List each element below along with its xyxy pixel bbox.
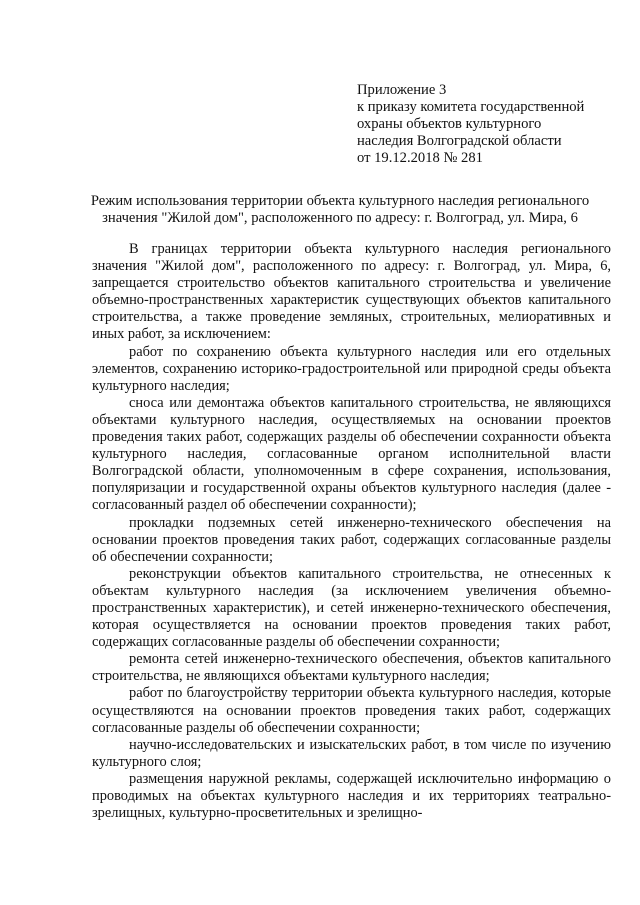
body-paragraph: сноса или демонтажа объектов капитального строительства, не являющихся объектами культурного наследия, осуществляемых на основании проектов проведения таких работ, содержащих разделы об обеспечении сохранности объекта культурного наследия, согласованные органом исполнительной власти Волгоградской области, уполномоченным в сфере сохранения, использования, популяризации и государственной охраны объектов культурного наследия (далее - согласованный раздел об обеспечении сохранности); [92,394,611,514]
title-line: Режим использования территории объекта культурного наследия регионального [90,193,590,209]
appendix-order-ref: к приказу комитета государственной [357,99,585,115]
appendix-number: Приложение 3 [357,82,447,98]
appendix-committee: охраны объектов культурного [357,116,542,132]
body-paragraph: прокладки подземных сетей инженерно-технического обеспечения на основании проектов проведения таких работ, содержащих согласованные разделы об обеспечении сохранности; [92,514,611,565]
body-paragraph: размещения наружной рекламы, содержащей исключительно информацию о проводимых на объектах культурного наследия и их территориях театрально-зрелищных, культурно-просветительных и зрелищно- [92,770,611,822]
document-title [60,193,620,227]
body-paragraph: ремонта сетей инженерно-технического обеспечения, объектов капитального строительства, не являющихся объектами культурного наследия; [92,651,611,685]
body-paragraph: работ по сохранению объекта культурного наследия или его отдельных элементов, сохранению историко-градостроительной или природной среды объекта культурного наследия; [92,343,611,394]
appendix-region: наследия Волгоградской области [357,133,562,149]
body-paragraph: реконструкции объектов капитального строительства, не отнесенных к объектам культурного наследия (за исключением увеличения объемно-пространственных характеристик), и сетей инженерно-технического обеспечения, которая осуществляется на основании проектов проведения таких работ, содержащих согласованные разделы об обеспечении сохранности; [92,565,611,651]
body-paragraph: В границах территории объекта культурного наследия регионального значения "Жилой дом", расположенного по адресу: г. Волгоград, ул. Мира, 6, запрещается строительство объектов капитального строительства и увеличение объемно-пространственных характеристик существующих объектов капитального строительства, а также проведение земляных, строительных, мелиоративных и иных работ, за исключением: [92,241,611,343]
body-paragraph: работ по благоустройству территории объекта культурного наследия, которые осуществляются на основании проектов проведения таких работ, содержащих согласованные разделы об обеспечении сохранности; [92,685,611,736]
title-line: значения "Жилой дом", расположенного по адресу: г. Волгоград, ул. Мира, 6 [102,210,578,226]
document-body [92,241,611,822]
appendix-date-number: от 19.12.2018 № 281 [357,150,483,166]
body-paragraph: научно-исследовательских и изыскательских работ, в том числе по изучению культурного слоя; [92,736,611,770]
appendix-header [357,82,627,167]
